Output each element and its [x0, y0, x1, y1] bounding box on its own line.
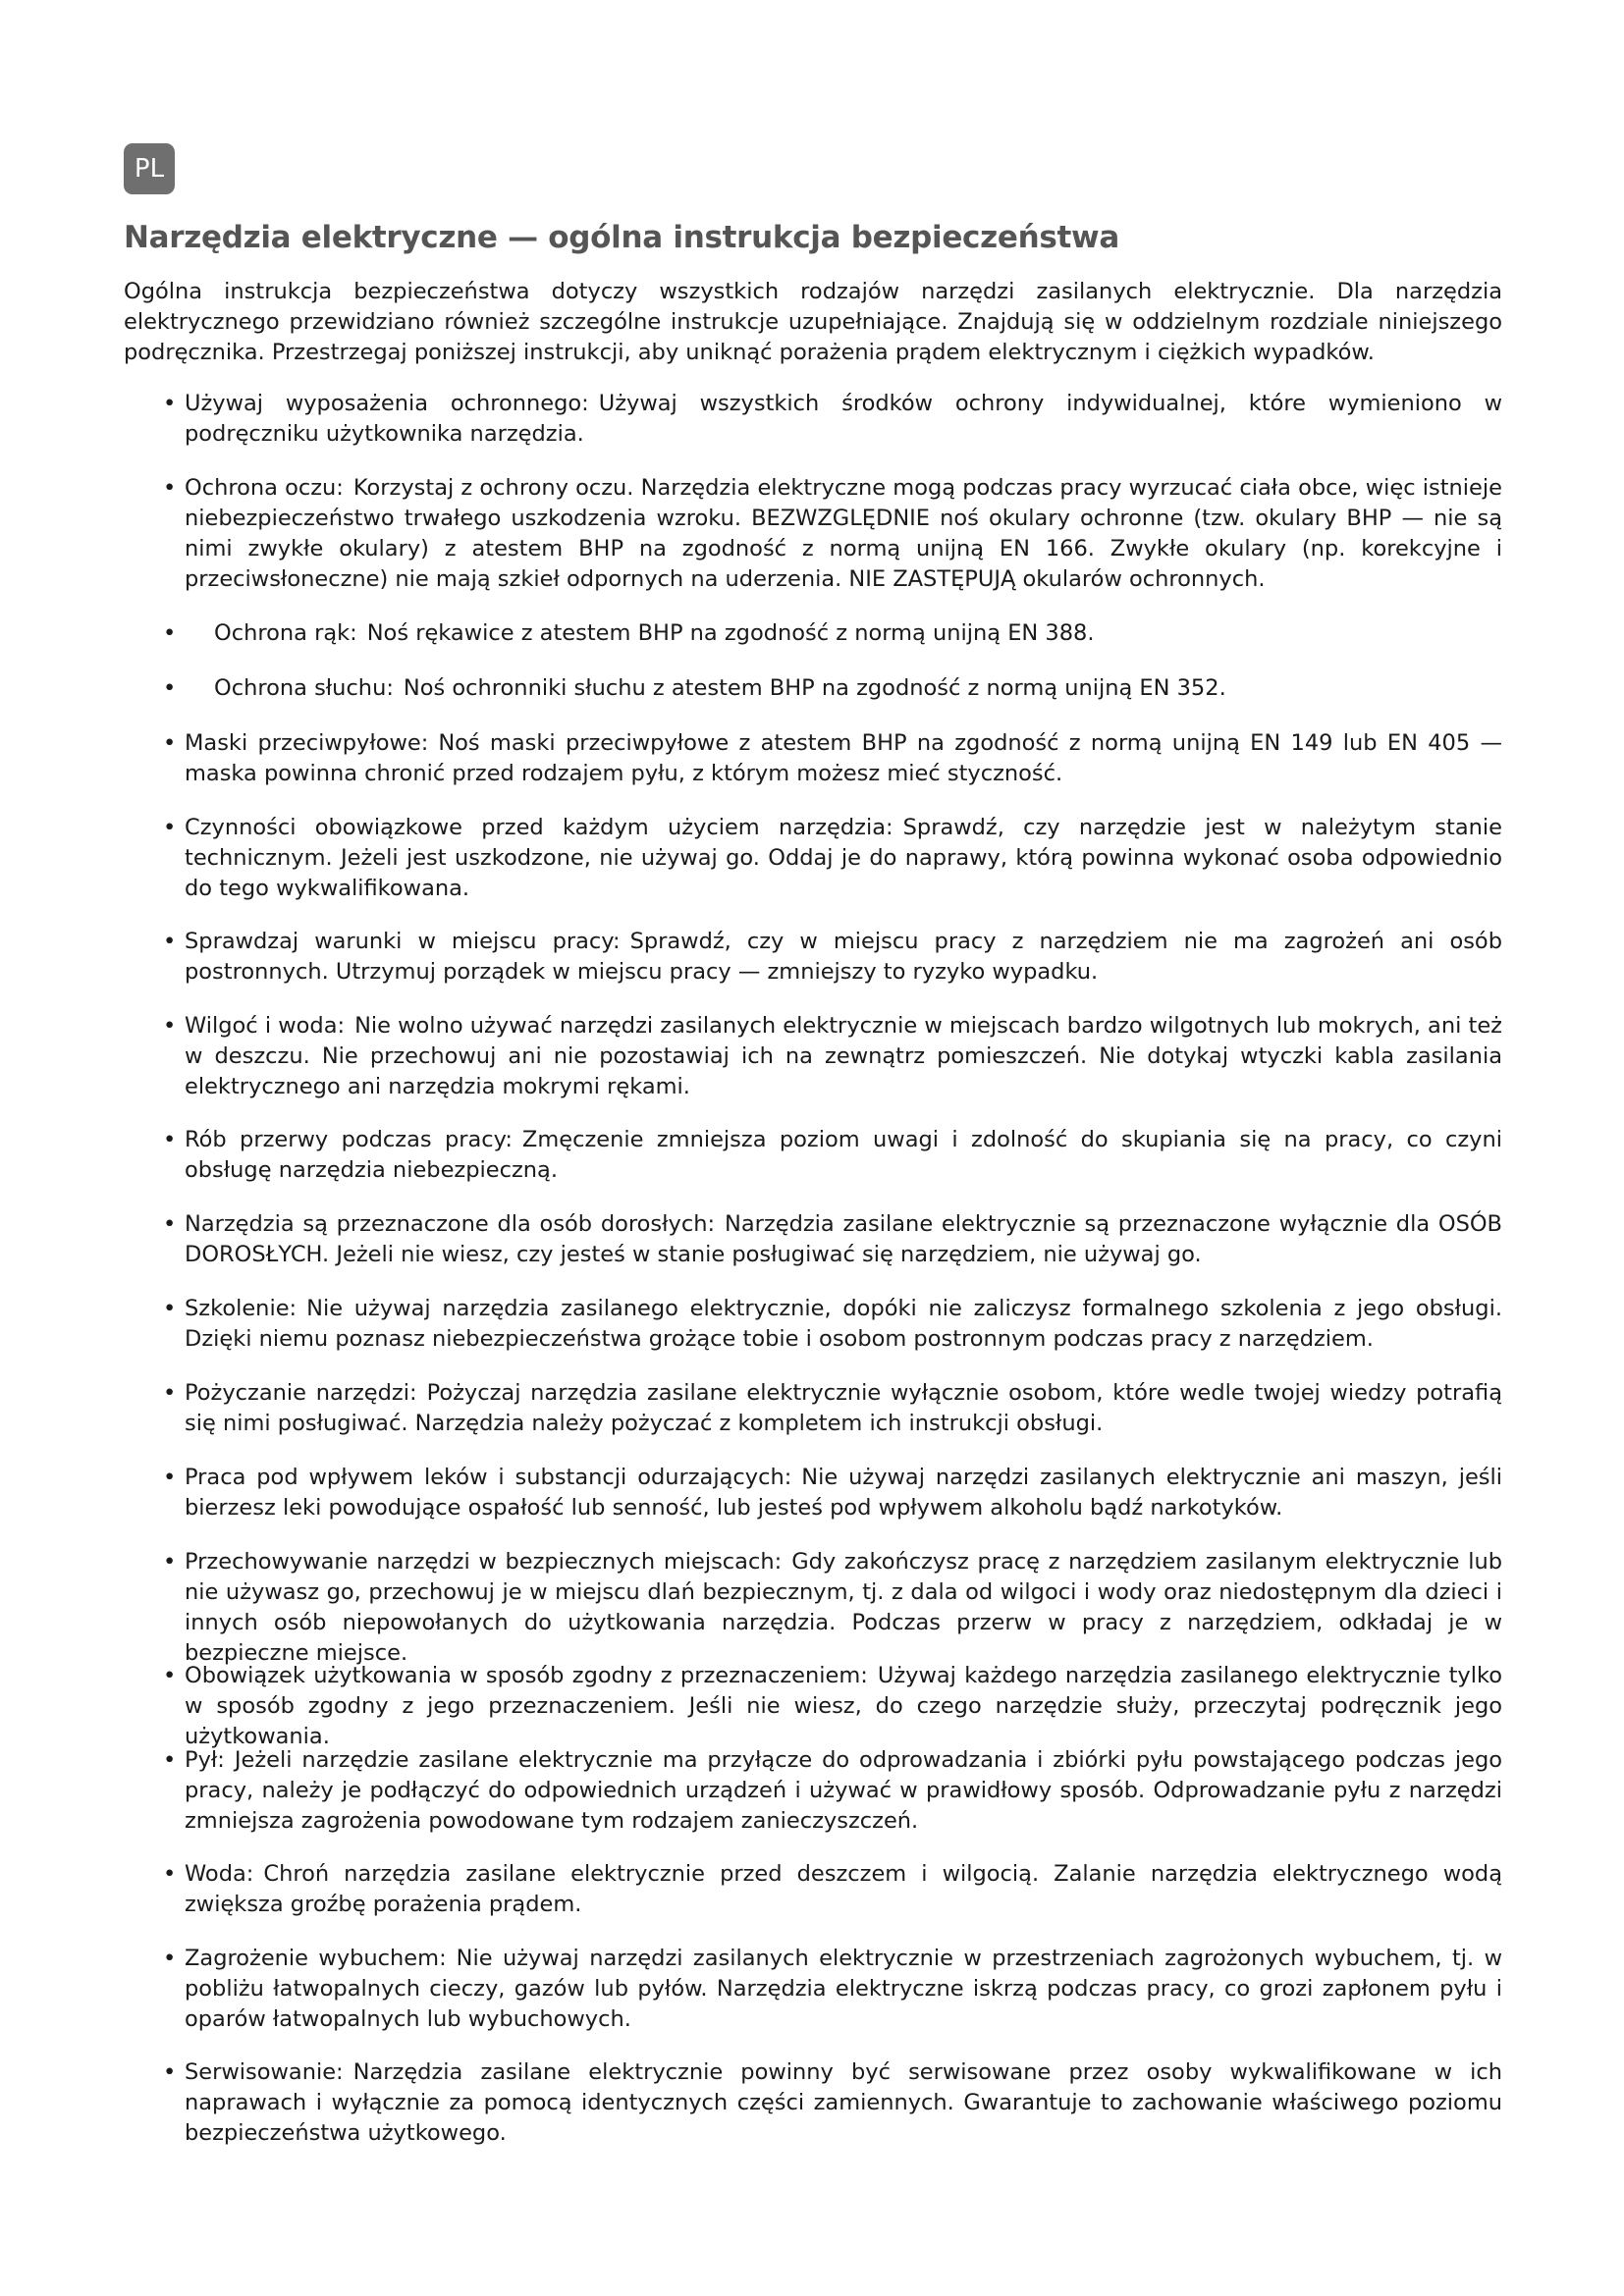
item-label: Zagrożenie wybuchem: — [185, 1946, 447, 1971]
item-text: Nie wolno używać narzędzi zasilanych elektrycznie w miejscach bardzo wilgotnych lub mokrych, ani też w deszczu. Nie przechowuj ani nie pozostawiaj ich na zewnątrz pomieszczeń. Nie dotykaj wtyczki kabla zasilania elektrycznego ani narzędzia mokrymi rękami. — [185, 1013, 1502, 1099]
item-label: Ochrona oczu: — [185, 475, 344, 501]
item-text: Sprawdź, czy narzędzie jest w należytym stanie technicznym. Jeżeli jest uszkodzone, nie używaj go. Oddaj je do naprawy, którą powinna wykonać osoba odpowiednio do tego wykwalifikowana. — [185, 815, 1502, 901]
item-text: Noś maski przeciwpyłowe z atestem BHP na zgodność z normą unijną EN 149 lub EN 405 — maska powinna chronić przed rodzajem pyłu, z którym możesz mieć styczność. — [185, 730, 1502, 786]
item-label: Maski przeciwpyłowe: — [185, 730, 429, 756]
bullet: • — [163, 1747, 177, 1773]
intro-paragraph: Ogólna instrukcja bezpieczeństwa dotyczy wszystkich rodzajów narzędzi zasilanych elektrycznie. Dla narzędzia elektrycznego przewidziano również szczególne instrukcje uzupełniające. Znajdują się w oddzielnym rozdziale niniejszego podręcznika. Przestrzegaj poniższej instrukcji, aby uniknąć porażenia prądem elektrycznym i ciężkich wypadków. — [124, 279, 1502, 365]
item-text: Nie używaj narzędzi zasilanych elektrycznie ani maszyn, jeśli bierzesz leki powodujące ospałość lub senność, lub jesteś pod wpływem alkoholu bądź narkotyków. — [185, 1465, 1503, 1521]
item-label: Wilgoć i woda: — [185, 1013, 346, 1039]
item-label: Rób przerwy podczas pracy: — [185, 1127, 513, 1152]
item-label: Woda: — [185, 1861, 254, 1887]
language-badge: PL — [124, 143, 175, 194]
item-text: Nie używaj narzędzia zasilanego elektrycznie, dopóki nie zaliczysz formalnego szkolenia z jego obsługi. Dzięki niemu poznasz niebezpieczeństwa grożące tobie i osobom postronnym podczas pracy z narzędziem. — [185, 1296, 1502, 1352]
bullet: • — [163, 1127, 177, 1152]
bullet: • — [163, 1013, 177, 1039]
item-label: Czynności obowiązkowe przed każdym użyciem narzędzia: — [185, 815, 893, 840]
item-text: Gdy zakończysz pracę z narzędziem zasilanym elektrycznie lub nie używasz go, przechowuj je w miejscu dlań bezpiecznym, tj. z dala od wilgoci i wody oraz niedostępnym dla dzieci i innych osób niepowołanych do użytkowania narzędzia. Podczas przerw w pracy z narzędziem, odkładaj je w bezpieczne miejsce. — [185, 1549, 1502, 1666]
item-text: Noś rękawice z atestem BHP na zgodność z normą unijną EN 388. — [366, 620, 1095, 646]
item-text: Narzędzia zasilane elektrycznie powinny być serwisowane przez osoby wykwalifikowane w ich naprawach i wyłącznie za pomocą identycznych części zamiennych. Gwarantuje to zachowanie właściwego poziomu bezpieczeństwa użytkowego. — [185, 2059, 1502, 2146]
item-text: Zmęczenie zmniejsza poziom uwagi i zdolność do skupiania się na pracy, co czyni obsługę narzędzia niebezpieczną. — [185, 1127, 1502, 1183]
item-text: Używaj każdego narzędzia zasilanego elektrycznie tylko w sposób zgodny z jego przeznaczeniem. Jeśli nie wiesz, do czego narzędzie służy, przeczytaj podręcznik jego użytkowania. — [185, 1663, 1502, 1749]
bullet: • — [163, 1663, 177, 1688]
item-label: Praca pod wpływem leków i substancji odurzających: — [185, 1465, 792, 1490]
bullet: • — [163, 1380, 177, 1406]
bullet: • — [163, 675, 177, 701]
item-text: Używaj wszystkich środków ochrony indywidualnej, które wymieniono w podręczniku użytkownika narzędzia. — [185, 391, 1502, 447]
item-label: Obowiązek użytkowania w sposób zgodny z przeznaczeniem: — [185, 1663, 868, 1688]
page-title: Narzędzia elektryczne — ogólna instrukcja bezpieczeństwa — [124, 220, 1119, 255]
bullet: • — [163, 815, 177, 840]
item-text: Narzędzia zasilane elektrycznie są przeznaczone wyłącznie dla OSÓB DOROSŁYCH. Jeżeli nie wiesz, czy jesteś w stanie posługiwać się narzędziem, nie używaj go. — [185, 1211, 1502, 1267]
bullet: • — [163, 1861, 177, 1887]
bullet: • — [163, 730, 177, 756]
bullet: • — [163, 1946, 177, 1971]
item-label: Serwisowanie: — [185, 2059, 344, 2085]
item-label: Narzędzia są przeznaczone dla osób dorosłych: — [185, 1211, 716, 1237]
item-text: Korzystaj z ochrony oczu. Narzędzia elektryczne mogą podczas pracy wyrzucać ciała obce, więc istnieje niebezpieczeństwo trwałego uszkodzenia wzroku. BEZWZGLĘDNIE noś okulary ochronne (tzw. okulary BHP — nie są nimi zwykłe okulary) z atestem BHP na zgodność z normą unijną EN 166. Zwykłe okulary (np. korekcyjne i przeciwsłoneczne) nie mają szkieł odpornych na uderzenia. NIE ZASTĘPUJĄ okularów ochronnych. — [185, 475, 1502, 592]
item-text: Pożyczaj narzędzia zasilane elektrycznie wyłącznie osobom, które wedle twojej wiedzy potrafią się nimi posługiwać. Narzędzia należy pożyczać z kompletem ich instrukcji obsługi. — [185, 1380, 1502, 1436]
item-label: Używaj wyposażenia ochronnego: — [185, 391, 589, 416]
item-text: Noś ochronniki słuchu z atestem BHP na zgodność z normą unijną EN 352. — [403, 675, 1226, 701]
item-text: Chroń narzędzia zasilane elektrycznie przed deszczem i wilgocią. Zalanie narzędzia elektrycznego wodą zwiększa groźbę porażenia prądem. — [185, 1861, 1502, 1917]
item-label: Pył: — [185, 1747, 225, 1773]
item-label: Przechowywanie narzędzi w bezpiecznych miejscach: — [185, 1549, 783, 1575]
item-label: Ochrona słuchu: — [214, 675, 394, 701]
bullet: • — [163, 620, 177, 646]
bullet: • — [163, 929, 177, 954]
bullet: • — [163, 1549, 177, 1575]
item-text: Jeżeli narzędzie zasilane elektrycznie ma przyłącze do odprowadzania i zbiórki pyłu powstającego podczas jego pracy, należy je podłączyć do odpowiednich urządzeń i używać w prawidłowy sposób. Odprowadzanie pyłu z narzędzi zmniejsza zagrożenia powodowane tym rodzajem zanieczyszczeń. — [185, 1747, 1502, 1834]
item-label: Pożyczanie narzędzi: — [185, 1380, 417, 1406]
bullet: • — [163, 391, 177, 416]
item-label: Szkolenie: — [185, 1296, 298, 1321]
item-text: Nie używaj narzędzi zasilanych elektrycznie w przestrzeniach zagrożonych wybuchem, tj. w pobliżu łatwopalnych cieczy, gazów lub pyłów. Narzędzia elektryczne iskrzą podczas pracy, co grozi zapłonem pyłu i oparów łatwopalnych lub wybuchowych. — [185, 1946, 1502, 2032]
bullet: • — [163, 1296, 177, 1321]
item-label: Sprawdzaj warunki w miejscu pracy: — [185, 929, 621, 954]
bullet: • — [163, 1465, 177, 1490]
item-label: Ochrona rąk: — [214, 620, 357, 646]
bullet: • — [163, 475, 177, 501]
bullet: • — [163, 2059, 177, 2085]
item-text: Sprawdź, czy w miejscu pracy z narzędziem nie ma zagrożeń ani osób postronnych. Utrzymuj porządek w miejscu pracy — zmniejszy to ryzyko wypadku. — [185, 929, 1502, 985]
bullet: • — [163, 1211, 177, 1237]
